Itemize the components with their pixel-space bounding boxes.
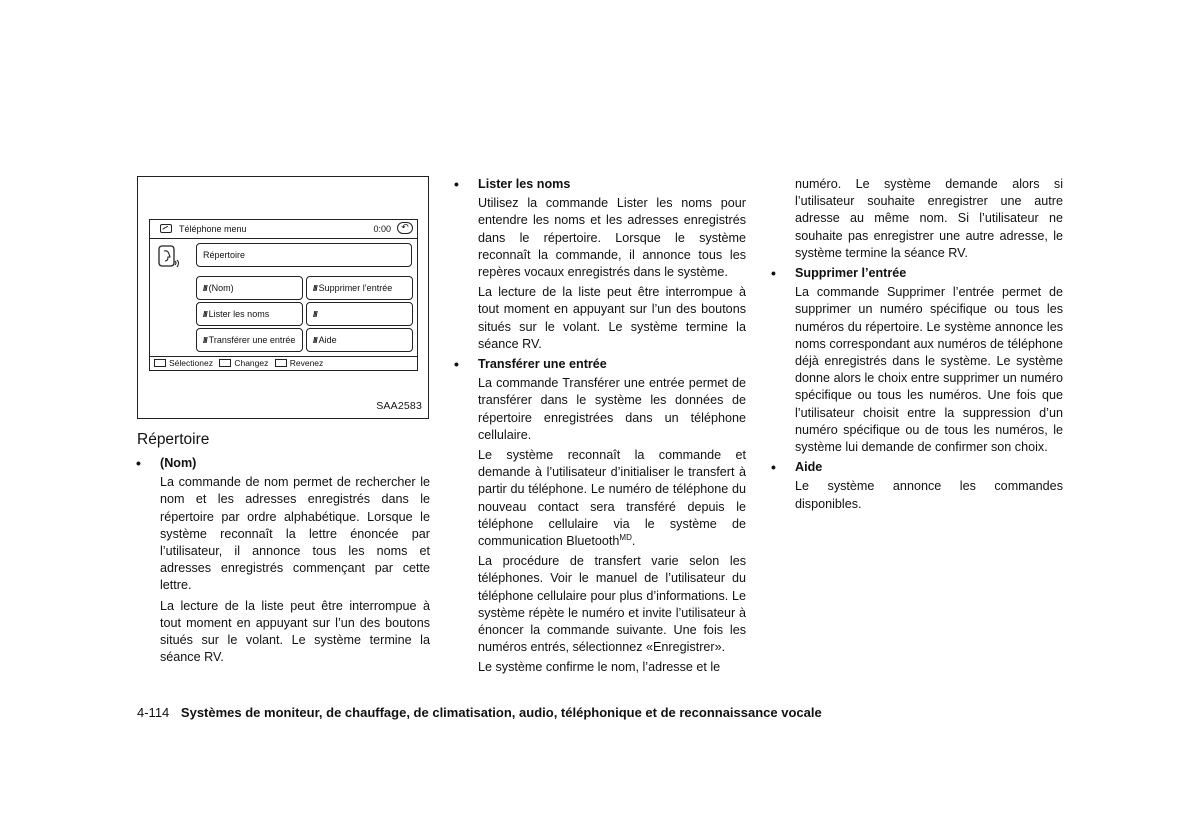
- screen-time: 0:00: [373, 224, 391, 234]
- transferer-paragraph-3: La procédure de transfert varie selon les téléphones. Voir le manuel de l’utilisateur du téléphone cellulaire pour plus d’informations. Le système répète le numéro et invite l’utilisateur à énoncer la commande suivante. Une fois les numéros entrés, sélectionnez «Enregistrer».: [478, 554, 746, 655]
- continued-paragraph: numéro. Le système demande alors si l’utilisateur souhaite enregistrer une autre adresse au même nom. Si l’utilisateur ne souhaite pas enregistrer une autre adresse, le système termine la séance RV.: [795, 177, 1063, 260]
- screen-header: [150, 220, 417, 239]
- back-icon: [275, 359, 287, 367]
- voice-wave-icon: ///: [203, 284, 207, 293]
- transferer-paragraph-1: La commande Transférer une entrée permet de transférer dans le système les données de répertoire enregistrées dans un téléphone cellulaire.: [478, 376, 746, 442]
- supprimer-paragraph: La commande Supprimer l’entrée permet de supprimer un numéro spécifique ou tous les numéros du répertoire. Le système annonce les noms correspondant aux numéros de téléphone déjà enregistrés dans le système. Le système donne alors le choix entre supprimer un numéro spécifique ou tous les numéros. Une fois que l’utilisateur choisit entre la suppression d’un numéro spécifique ou de tous les numéros, le système lui demande de confirmer son choix.: [795, 285, 1063, 455]
- page-footer: [137, 705, 822, 720]
- transferer-heading: • Transférer une entrée: [478, 356, 746, 373]
- supprimer-entree-label: Supprimer l’entrée: [318, 283, 393, 293]
- footer-change: Changez: [234, 358, 269, 368]
- nom-label: (Nom): [208, 283, 234, 293]
- chapter-title: Systèmes de moniteur, de chauffage, de climatisation, audio, téléphonique et de reconnaissance vocale: [180, 705, 822, 720]
- voice-wave-icon: ///: [313, 336, 317, 345]
- lister-heading: • Lister les noms: [478, 176, 746, 193]
- page-number: 4-114: [137, 705, 170, 720]
- nom-paragraph-1: La commande de nom permet de rechercher le nom et les adresses enregistrés dans le répertoire par ordre alphabétique. Lorsque le système reconnaît la lettre énoncée par l’utilisateur, il annonce tous les noms et adresses enregistrés commençant par cette lettre.: [160, 475, 430, 593]
- enter-icon: [154, 359, 166, 367]
- screen-display: [149, 219, 418, 371]
- lister-noms-label: Lister les noms: [208, 309, 270, 319]
- lister-paragraph-2: La lecture de la liste peut être interrompue à tout moment en appuyant sur l’un des boutons situés sur le volant. Le système termine la séance RV.: [478, 285, 746, 351]
- lister-paragraph-1: Utilisez la commande Lister les noms pour entendre les noms et les adresses enregistrés dans le répertoire. Lorsque le système reconnaît la commande, il annonce tous les repères vocaux enregistrés dans le système.: [478, 196, 746, 280]
- voice-wave-icon: ///: [203, 310, 207, 319]
- voice-head-icon: [158, 245, 182, 271]
- screen-title: Téléphone menu: [179, 224, 247, 234]
- trademark-sup: MD: [619, 532, 632, 542]
- column-3: [795, 176, 1063, 516]
- transferer-entree-label: Transférer une entrée: [208, 335, 296, 345]
- nom-heading: • (Nom): [160, 455, 430, 472]
- transferer-paragraph-2-text: Le système reconnaît la commande et demande à l’utilisateur d’initialiser le transfert à partir du téléphone. Le numéro de téléphone du nouveau contact sera transféré depuis le téléphone cellulaire via le système de communication Bluetooth: [478, 448, 746, 549]
- repertoire-button[interactable]: [196, 243, 412, 267]
- footer-back: Revenez: [289, 358, 324, 368]
- phone-icon: [160, 224, 172, 233]
- voice-wave-icon: ///: [313, 310, 317, 319]
- transferer-paragraph-2-end: .: [631, 534, 636, 549]
- section-title: Répertoire: [137, 431, 210, 448]
- voice-wave-icon: ///: [203, 336, 207, 345]
- aide-label: Aide: [318, 335, 337, 345]
- back-arrow-icon[interactable]: ↶: [397, 222, 413, 234]
- aide-button[interactable]: [306, 328, 413, 352]
- aide-heading: • Aide: [795, 459, 1063, 476]
- aide-paragraph: Le système annonce les commandes disponibles.: [795, 479, 1063, 511]
- repertoire-label: Répertoire: [203, 250, 246, 260]
- nom-paragraph-2: La lecture de la liste peut être interrompue à tout moment en appuyant sur l’un des boutons situés sur le volant. Le système termine la séance RV.: [160, 598, 430, 665]
- figure-code: SAA2583: [376, 400, 422, 412]
- footer-select: Sélectionez: [169, 358, 213, 368]
- updown-icon: [219, 359, 231, 367]
- transferer-entree-button[interactable]: [196, 328, 303, 352]
- transferer-paragraph-4: Le système confirme le nom, l’adresse et le: [478, 660, 721, 675]
- screen-footer: [150, 356, 417, 370]
- voice-wave-icon: ///: [313, 284, 317, 293]
- column-2: [478, 176, 746, 680]
- supprimer-heading: • Supprimer l’entrée: [795, 265, 1063, 282]
- figure-phone-menu: [137, 176, 429, 419]
- supprimer-entree-button[interactable]: [306, 276, 413, 300]
- lister-noms-button[interactable]: [196, 302, 303, 326]
- column-1: [160, 455, 430, 669]
- empty-button[interactable]: [306, 302, 413, 326]
- transferer-paragraph-2: [478, 447, 746, 550]
- nom-button[interactable]: [196, 276, 303, 300]
